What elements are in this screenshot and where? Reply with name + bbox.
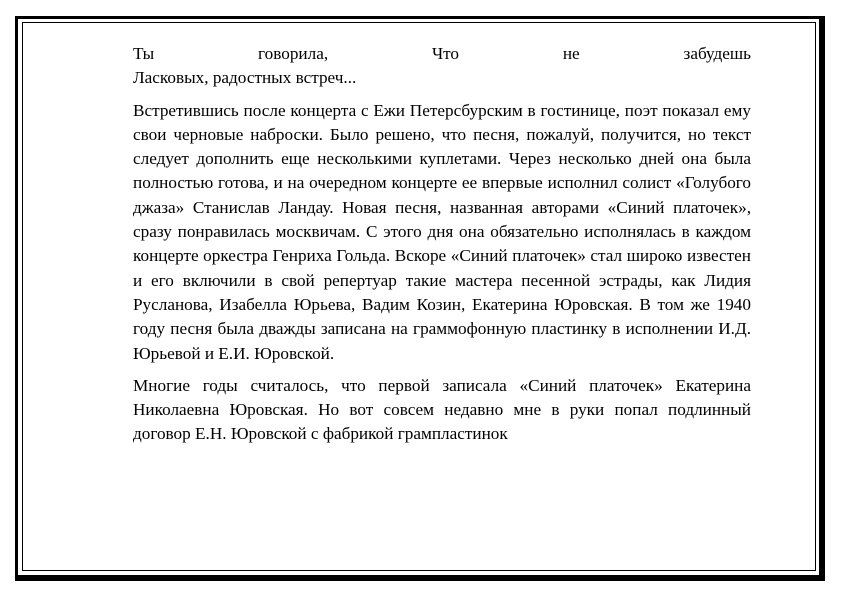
song-quote: [133, 42, 751, 91]
body-paragraph-1: Встретившись после концерта с Ежи Петерсбурским в гостинице, поэт показал ему свои черновые наброски. Было решено, что песня, пожалуй, получится, но текст следует дополнить еще несколькими куплетами. Через несколько дней она была полностью готова, и на очередном концерте ее впервые исполнил солист «Голубого джаза» Станислав Ландау. Новая песня, названная авторами «Синий платочек», сразу понравилась москвичам. С этого дня она обязательно исполнялась в каждом концерте оркестра Генриха Гольда. Вскоре «Синий платочек» стал широко известен и его включили в свой репертуар такие мастера песенной эстрады, как Лидия Русланова, Изабелла Юрьева, Вадим Козин, Екатерина Юровская. В том же 1940 году песня была дважды записана на граммофонную пластинку в исполнении И.Д. Юрьевой и Е.И. Юровской.: [133, 100, 751, 363]
body-paragraph-2: Многие годы считалось, что первой записала «Синий платочек» Екатерина Николаевна Юровская. Но вот совсем недавно мне в руки попал подлинный договор Е.Н. Юровской с фабрикой грампластинок: [133, 375, 751, 444]
quote-line-2: Ласковых, радостных встреч...: [133, 68, 357, 88]
page-content: [133, 42, 751, 446]
quote-line-1: Ты говорила, Что не забудешь: [133, 44, 751, 63]
